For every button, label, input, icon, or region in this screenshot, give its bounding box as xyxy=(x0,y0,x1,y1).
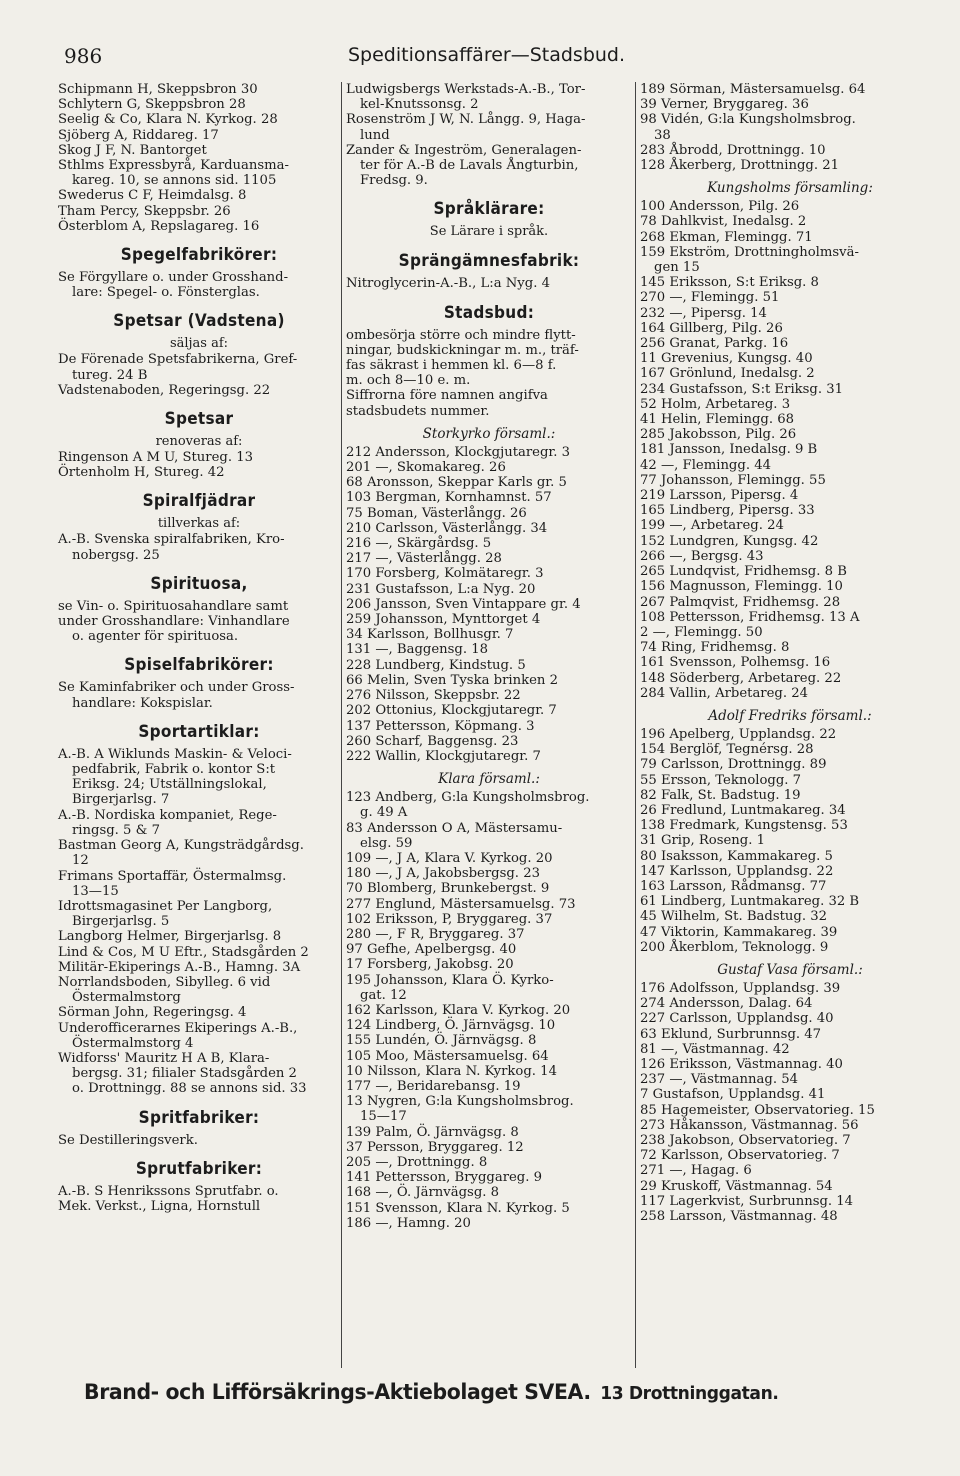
listing-entry: 75 Boman, Västerlångg. 26 xyxy=(346,505,527,521)
listing-entry: 105 Moo, Mästersamuelsg. 64 xyxy=(346,1048,549,1064)
listing-entry: stadsbudets nummer. xyxy=(346,403,490,419)
section-heading: Spritfabriker: xyxy=(138,1107,260,1128)
listing-entry: 81 —, Västmannag. 42 xyxy=(640,1041,790,1057)
listing-entry: 283 Åbrodd, Drottningg. 10 xyxy=(640,142,826,158)
listing-entry: 147 Karlsson, Upplandsg. 22 xyxy=(640,863,834,879)
listing-entry: Militär-Ekiperings A.-B., Hamng. 3A xyxy=(58,959,301,975)
listing-entry: 151 Svensson, Klara N. Kyrkog. 5 xyxy=(346,1200,570,1216)
listing-entry: 141 Pettersson, Bryggareg. 9 xyxy=(346,1170,543,1186)
listing-entry: Skog J F, N. Bantorget xyxy=(58,142,207,158)
listing-entry: 77 Johansson, Flemingg. 55 xyxy=(640,472,826,488)
listing-continuation: 13—15 xyxy=(72,883,119,899)
listing-entry: 100 Andersson, Pilg. 26 xyxy=(640,199,800,215)
listing-entry: Nitroglycerin-A.-B., L:a Nyg. 4 xyxy=(346,276,550,292)
listing-entry: 167 Grönlund, Inedalsg. 2 xyxy=(640,366,815,382)
listing-entry: 277 Englund, Mästersamuelsg. 73 xyxy=(346,896,576,912)
listing-entry: 61 Lindberg, Luntmakareg. 32 B xyxy=(640,894,860,910)
listing-entry: 199 —, Arbetareg. 24 xyxy=(640,518,784,534)
listing-entry: 170 Forsberg, Kolmätaregr. 3 xyxy=(346,566,544,582)
listing-entry: Ringenson A M U, Stureg. 13 xyxy=(58,450,254,466)
listing-continuation: 15—17 xyxy=(360,1109,407,1125)
listing-entry: 97 Gefhe, Apelbergsg. 40 xyxy=(346,942,517,958)
column-3 xyxy=(640,82,940,1224)
listing-entry: 273 Håkansson, Västmannag. 56 xyxy=(640,1117,859,1133)
listing-entry: 72 Karlsson, Observatorieg. 7 xyxy=(640,1148,840,1164)
listing-entry: 216 —, Skärgårdsg. 5 xyxy=(346,536,492,552)
listing-entry: 285 Jakobsson, Pilg. 26 xyxy=(640,427,797,443)
listing-continuation: lund xyxy=(360,127,390,143)
listing-entry: 11 Grevenius, Kungsg. 40 xyxy=(640,351,813,367)
listing-entry: 206 Jansson, Sven Vintappare gr. 4 xyxy=(346,596,581,612)
section-heading: Spirituosa, xyxy=(150,573,248,594)
listing-entry: 102 Eriksson, P, Bryggareg. 37 xyxy=(346,911,553,927)
section-heading: Sprutfabriker: xyxy=(135,1158,263,1179)
listing-entry: 124 Lindberg, Ö. Järnvägsg. 10 xyxy=(346,1018,556,1034)
section-heading: Spetsar xyxy=(164,409,234,430)
listing-entry: 2 —, Flemingg. 50 xyxy=(640,624,763,640)
listing-entry: Swederus C F, Heimdalsg. 8 xyxy=(58,188,247,204)
listing-entry: Seelig & Co, Klara N. Kyrkog. 28 xyxy=(58,112,278,128)
listing-continuation: handlare: Kokspislar. xyxy=(72,695,213,711)
listing-entry: under Grosshandlare: Vinhandlare xyxy=(58,614,290,630)
page-number: 986 xyxy=(64,44,103,68)
listing-entry: 228 Lundberg, Kindstug. 5 xyxy=(346,657,526,673)
listing-entry: Lind & Cos, M U Eftr., Stadsgården 2 xyxy=(58,944,309,960)
section-subheading: säljas af: xyxy=(169,336,229,352)
listing-entry: 237 —, Västmannag. 54 xyxy=(640,1072,798,1088)
listing-entry: 222 Wallin, Klockgjutaregr. 7 xyxy=(346,748,541,764)
listing-entry: 109 —, J A, Klara V. Kyrkog. 20 xyxy=(346,850,553,866)
listing-continuation: Eriksg. 24; Utställningslokal, xyxy=(72,777,267,793)
listing-entry: 164 Gillberg, Pilg. 26 xyxy=(640,320,783,336)
column-divider xyxy=(341,82,342,1368)
listing-entry: 210 Carlsson, Västerlångg. 34 xyxy=(346,520,548,536)
listing-continuation: kel-Knutssonsg. 2 xyxy=(360,97,479,113)
listing-continuation: elsg. 59 xyxy=(360,835,413,851)
listing-entry: 45 Wilhelm, St. Badstug. 32 xyxy=(640,909,828,925)
listing-entry: 79 Carlsson, Drottningg. 89 xyxy=(640,757,827,773)
listing-entry: Schlytern G, Skeppsbron 28 xyxy=(58,97,246,113)
listing-entry: 271 —, Hagag. 6 xyxy=(640,1163,752,1179)
listing-entry: Underofficerarnes Ekiperings A.-B., xyxy=(58,1020,298,1036)
listing-continuation: tureg. 24 B xyxy=(72,367,148,383)
listing-entry: 258 Larsson, Västmannag. 48 xyxy=(640,1209,838,1225)
listing-entry: Rosenström J W, N. Långg. 9, Haga- xyxy=(346,112,586,128)
listing-entry: 161 Svensson, Polhemsg. 16 xyxy=(640,655,831,671)
parish-heading: Gustaf Vasa församl.: xyxy=(717,961,863,978)
listing-entry: 265 Lundqvist, Fridhemsg. 8 B xyxy=(640,564,847,580)
listing-entry: 202 Ottonius, Klockgjutaregr. 7 xyxy=(346,703,557,719)
listing-entry: 159 Ekström, Drottningholmsvä- xyxy=(640,244,859,260)
section-heading: Spetsar (Vadstena) xyxy=(113,311,285,332)
listing-entry: 7 Gustafson, Upplandsg. 41 xyxy=(640,1087,826,1103)
listing-entry: 280 —, F R, Bryggareg. 37 xyxy=(346,926,525,942)
section-heading: Sprängämnesfabrik: xyxy=(398,251,580,272)
listing-entry: Widforss' Mauritz H A B, Klara- xyxy=(58,1050,270,1066)
listing-continuation: Birgerjarlsg. 5 xyxy=(72,914,170,930)
section-heading: Stadsbud: xyxy=(443,302,535,323)
listing-entry: 260 Scharf, Baggensg. 23 xyxy=(346,733,519,749)
listing-entry: Sörman John, Regeringsg. 4 xyxy=(58,1005,247,1021)
listing-entry: 259 Johansson, Mynttorget 4 xyxy=(346,612,541,628)
listing-entry: 195 Johansson, Klara Ö. Kyrko- xyxy=(346,972,554,988)
listing-entry: 42 —, Flemingg. 44 xyxy=(640,457,771,473)
listing-entry: 13 Nygren, G:la Kungsholmsbrog. xyxy=(346,1094,574,1110)
listing-entry: Se Destilleringsverk. xyxy=(58,1132,198,1148)
listing-entry: 238 Jakobson, Observatorieg. 7 xyxy=(640,1133,851,1148)
listing-entry: 154 Berglöf, Tegnérsg. 28 xyxy=(640,742,814,758)
listing-entry: Se Kaminfabriker och under Gross- xyxy=(58,680,295,696)
listing-entry: 219 Larsson, Pipersg. 4 xyxy=(640,488,799,504)
listing-continuation: 38 xyxy=(654,127,671,143)
listing-continuation: o. agenter för spirituosa. xyxy=(72,629,239,645)
listing-entry: Örtenholm H, Stureg. 42 xyxy=(58,465,225,481)
listing-continuation: 12 xyxy=(72,853,89,869)
listing-entry: 200 Åkerblom, Teknologg. 9 xyxy=(640,939,829,955)
listing-entry: 17 Forsberg, Jakobsg. 20 xyxy=(346,957,514,973)
column-divider xyxy=(635,82,636,1368)
listing-entry: Vadstenaboden, Regeringsg. 22 xyxy=(58,382,271,398)
listing-continuation: Fredsg. 9. xyxy=(360,173,428,189)
listing-entry: 234 Gustafsson, S:t Eriksg. 31 xyxy=(640,381,844,397)
listing-entry: 78 Dahlkvist, Inedalsg. 2 xyxy=(640,214,807,230)
listing-entry: 126 Eriksson, Västmannag. 40 xyxy=(640,1056,843,1072)
listing-entry: 145 Eriksson, S:t Eriksg. 8 xyxy=(640,275,819,291)
parish-heading: Adolf Fredriks församl.: xyxy=(708,707,872,724)
section-heading: Spiralfjädrar xyxy=(142,491,256,512)
listing-entry: 39 Verner, Bryggareg. 36 xyxy=(640,97,809,113)
listing-entry: ningar, budskickningar m. m., träf- xyxy=(346,342,579,358)
listing-entry: 68 Aronsson, Skeppar Karls gr. 5 xyxy=(346,475,567,491)
listing-entry: Bastman Georg A, Kungsträdgårdsg. xyxy=(58,838,304,854)
listing-entry: 276 Nilsson, Skeppsbr. 22 xyxy=(346,688,521,704)
listing-continuation: Birgerjarlsg. 7 xyxy=(72,792,170,808)
listing-entry: 270 —, Flemingg. 51 xyxy=(640,290,780,306)
listing-entry: Siffrorna före namnen angifva xyxy=(346,388,548,404)
listing-entry: 232 —, Pipersg. 14 xyxy=(640,305,767,321)
listing-entry: Norrlandsboden, Sibylleg. 6 vid xyxy=(58,974,271,990)
listing-entry: De Förenade Spetsfabrikerna, Gref- xyxy=(58,352,298,368)
listing-entry: 163 Larsson, Rådmansg. 77 xyxy=(640,878,827,894)
listing-continuation: g. 49 A xyxy=(360,805,408,821)
listing-entry: A.-B. Svenska spiralfabriken, Kro- xyxy=(58,532,285,548)
listing-entry: fas säkrast i hemmen kl. 6—8 f. xyxy=(346,358,557,374)
listing-entry: Sthlms Expressbyrå, Karduansma- xyxy=(58,158,290,174)
section-subheading: tillverkas af: xyxy=(157,516,241,532)
listing-continuation: gat. 12 xyxy=(360,987,407,1003)
listing-entry: 201 —, Skomakareg. 26 xyxy=(346,460,506,476)
section-heading: Spegelfabrikörer: xyxy=(120,245,278,266)
listing-entry: 70 Blomberg, Brunkebergst. 9 xyxy=(346,881,550,897)
listing-entry: 165 Lindberg, Pipersg. 33 xyxy=(640,503,815,519)
listing-entry: ombesörja större och mindre flytt- xyxy=(346,327,576,343)
listing-entry: 231 Gustafsson, L:a Nyg. 20 xyxy=(346,581,536,597)
listing-entry: 256 Granat, Parkg. 16 xyxy=(640,336,789,352)
listing-entry: 108 Pettersson, Fridhemsg. 13 A xyxy=(640,609,860,625)
listing-entry: 117 Lagerkvist, Surbrunnsg. 14 xyxy=(640,1193,854,1209)
listing-entry: Schipmann H, Skeppsbron 30 xyxy=(58,82,258,97)
listing-entry: 162 Karlsson, Klara V. Kyrkog. 20 xyxy=(346,1002,571,1018)
listing-entry: 284 Vallin, Arbetareg. 24 xyxy=(640,685,809,701)
listing-entry: 29 Kruskoff, Västmannag. 54 xyxy=(640,1178,833,1194)
listing-entry: 180 —, J A, Jakobsbergsg. 23 xyxy=(346,866,540,882)
listing-entry: 138 Fredmark, Kungstensg. 53 xyxy=(640,818,848,834)
listing-entry: Se Förgyllare o. under Grosshand- xyxy=(58,270,289,286)
listing-entry: 123 Andberg, G:la Kungsholmsbrog. xyxy=(346,790,590,806)
listing-entry: 266 —, Bergsg. 43 xyxy=(640,548,764,564)
listing-continuation: kareg. 10, se annons sid. 1105 xyxy=(72,173,277,189)
listing-entry: 176 Adolfsson, Upplandsg. 39 xyxy=(640,980,841,996)
section-heading: Språklärare: xyxy=(433,199,545,220)
listing-entry: 212 Andersson, Klockgjutaregr. 3 xyxy=(346,444,571,460)
listing-entry: 103 Bergman, Kornhamnst. 57 xyxy=(346,490,552,506)
footer-advertisement xyxy=(84,1380,844,1405)
parish-heading: Storkyrko församl.: xyxy=(422,425,556,442)
listing-entry: 177 —, Beridarebansg. 19 xyxy=(346,1078,521,1094)
listing-entry: Sjöberg A, Riddareg. 17 xyxy=(58,127,219,143)
listing-entry: 186 —, Hamng. 20 xyxy=(346,1215,471,1231)
listing-entry: Tham Percy, Skeppsbr. 26 xyxy=(58,203,231,219)
parish-heading: Klara församl.: xyxy=(438,771,540,788)
listing-entry: 152 Lundgren, Kungsg. 42 xyxy=(640,533,819,549)
listing-entry: 155 Lundén, Ö. Järnvägsg. 8 xyxy=(346,1033,537,1049)
listing-entry: 181 Jansson, Inedalsg. 9 B xyxy=(640,442,818,458)
listing-entry: 205 —, Drottningg. 8 xyxy=(346,1154,488,1170)
listing-entry: 52 Holm, Arbetareg. 3 xyxy=(640,396,791,412)
listing-entry: se Vin- o. Spirituosahandlare samt xyxy=(58,598,289,614)
listing-entry: A.-B. A Wiklunds Maskin- & Veloci- xyxy=(58,746,292,762)
listing-entry: 66 Melin, Sven Tyska brinken 2 xyxy=(346,672,558,688)
listing-continuation: Östermalmstorg xyxy=(72,990,181,1006)
column-1 xyxy=(58,82,340,1214)
listing-continuation: pedfabrik, Fabrik o. kontor S:t xyxy=(72,762,276,778)
listing-entry: 31 Grip, Roseng. 1 xyxy=(640,833,766,849)
listing-continuation: gen 15 xyxy=(654,260,700,276)
section-heading: Sportartiklar: xyxy=(138,721,260,742)
listing-entry: 274 Andersson, Dalag. 64 xyxy=(640,996,813,1012)
listing-entry: Langborg Helmer, Birgerjarlsg. 8 xyxy=(58,929,282,945)
section-subheading: Se Lärare i språk. xyxy=(429,224,549,240)
listing-entry: 189 Sörman, Mästersamuelsg. 64 xyxy=(640,82,866,97)
footer-address: 13 Drottninggatan. xyxy=(600,1383,779,1404)
listing-continuation: bergsg. 31; filialer Stadsgården 2 xyxy=(72,1066,297,1082)
listing-entry: 80 Isaksson, Kammakareg. 5 xyxy=(640,848,833,864)
listing-entry: 227 Carlsson, Upplandsg. 40 xyxy=(640,1011,834,1027)
listing-continuation: ringsg. 5 & 7 xyxy=(72,822,160,838)
listing-entry: 217 —, Västerlångg. 28 xyxy=(346,551,502,567)
listing-entry: m. och 8—10 e. m. xyxy=(346,373,471,389)
listing-entry: 82 Falk, St. Badstug. 19 xyxy=(640,787,801,803)
section-heading: Spiselfabrikörer: xyxy=(124,655,274,676)
listing-entry: 63 Eklund, Surbrunnsg. 47 xyxy=(640,1026,822,1042)
column-2 xyxy=(346,82,632,1231)
listing-continuation: o. Drottningg. 88 se annons sid. 33 xyxy=(72,1081,307,1097)
listing-entry: 168 —, Ö. Järnvägsg. 8 xyxy=(346,1185,500,1201)
listing-entry: 85 Hagemeister, Observatorieg. 15 xyxy=(640,1102,875,1118)
listing-entry: 148 Söderberg, Arbetareg. 22 xyxy=(640,670,842,686)
listing-entry: 10 Nilsson, Klara N. Kyrkog. 14 xyxy=(346,1063,557,1079)
listing-continuation: nobergsg. 25 xyxy=(72,547,160,563)
listing-entry: Mek. Verkst., Ligna, Hornstull xyxy=(58,1198,261,1214)
listing-entry: 74 Ring, Fridhemsg. 8 xyxy=(640,640,790,656)
section-subheading: renoveras af: xyxy=(155,434,243,450)
listing-entry: 128 Åkerberg, Drottningg. 21 xyxy=(640,158,840,174)
listing-entry: 47 Viktorin, Kammakareg. 39 xyxy=(640,924,838,940)
listing-entry: A.-B. Nordiska kompaniet, Rege- xyxy=(58,807,277,823)
page-title: Speditionsaffärer—Stadsbud. xyxy=(348,44,626,66)
listing-entry: Österblom A, Repslagareg. 16 xyxy=(58,218,260,234)
listing-entry: A.-B. S Henrikssons Sprutfabr. o. xyxy=(58,1183,279,1199)
listing-entry: 267 Palmqvist, Fridhemsg. 28 xyxy=(640,594,841,610)
listing-entry: Ludwigsbergs Werkstads-A.-B., Tor- xyxy=(346,82,586,97)
listing-entry: 196 Apelberg, Upplandsg. 22 xyxy=(640,726,837,742)
listing-entry: Frimans Sportaffär, Östermalmsg. xyxy=(58,868,287,884)
listing-entry: 55 Ersson, Teknologg. 7 xyxy=(640,772,802,788)
listing-entry: 37 Persson, Bryggareg. 12 xyxy=(346,1139,524,1155)
listing-entry: 34 Karlsson, Bollhusgr. 7 xyxy=(346,627,514,643)
footer-company: Brand- och Lifförsäkrings-Aktiebolaget SVEA. xyxy=(84,1380,591,1405)
listing-entry: 268 Ekman, Flemingg. 71 xyxy=(640,229,813,245)
listing-entry: 156 Magnusson, Flemingg. 10 xyxy=(640,579,843,595)
listing-entry: 83 Andersson O A, Mästersamu- xyxy=(346,820,563,836)
listing-entry: 98 Vidén, G:la Kungsholmsbrog. xyxy=(640,112,856,128)
listing-entry: Idrottsmagasinet Per Langborg, xyxy=(58,898,273,914)
listing-entry: 41 Helin, Flemingg. 68 xyxy=(640,412,795,428)
listing-entry: Zander & Ingeström, Generalagen- xyxy=(346,142,582,158)
listing-entry: 139 Palm, Ö. Järnvägsg. 8 xyxy=(346,1124,519,1140)
listing-continuation: ter för A.-B de Lavals Ångturbin, xyxy=(360,158,579,174)
listing-entry: 137 Pettersson, Köpmang. 3 xyxy=(346,718,535,734)
listing-continuation: Östermalmstorg 4 xyxy=(72,1035,194,1051)
listing-continuation: lare: Spegel- o. Fönsterglas. xyxy=(72,285,260,301)
listing-entry: 26 Fredlund, Luntmakareg. 34 xyxy=(640,802,846,818)
listing-entry: 131 —, Baggensg. 18 xyxy=(346,642,489,658)
parish-heading: Kungsholms församling: xyxy=(707,180,873,197)
